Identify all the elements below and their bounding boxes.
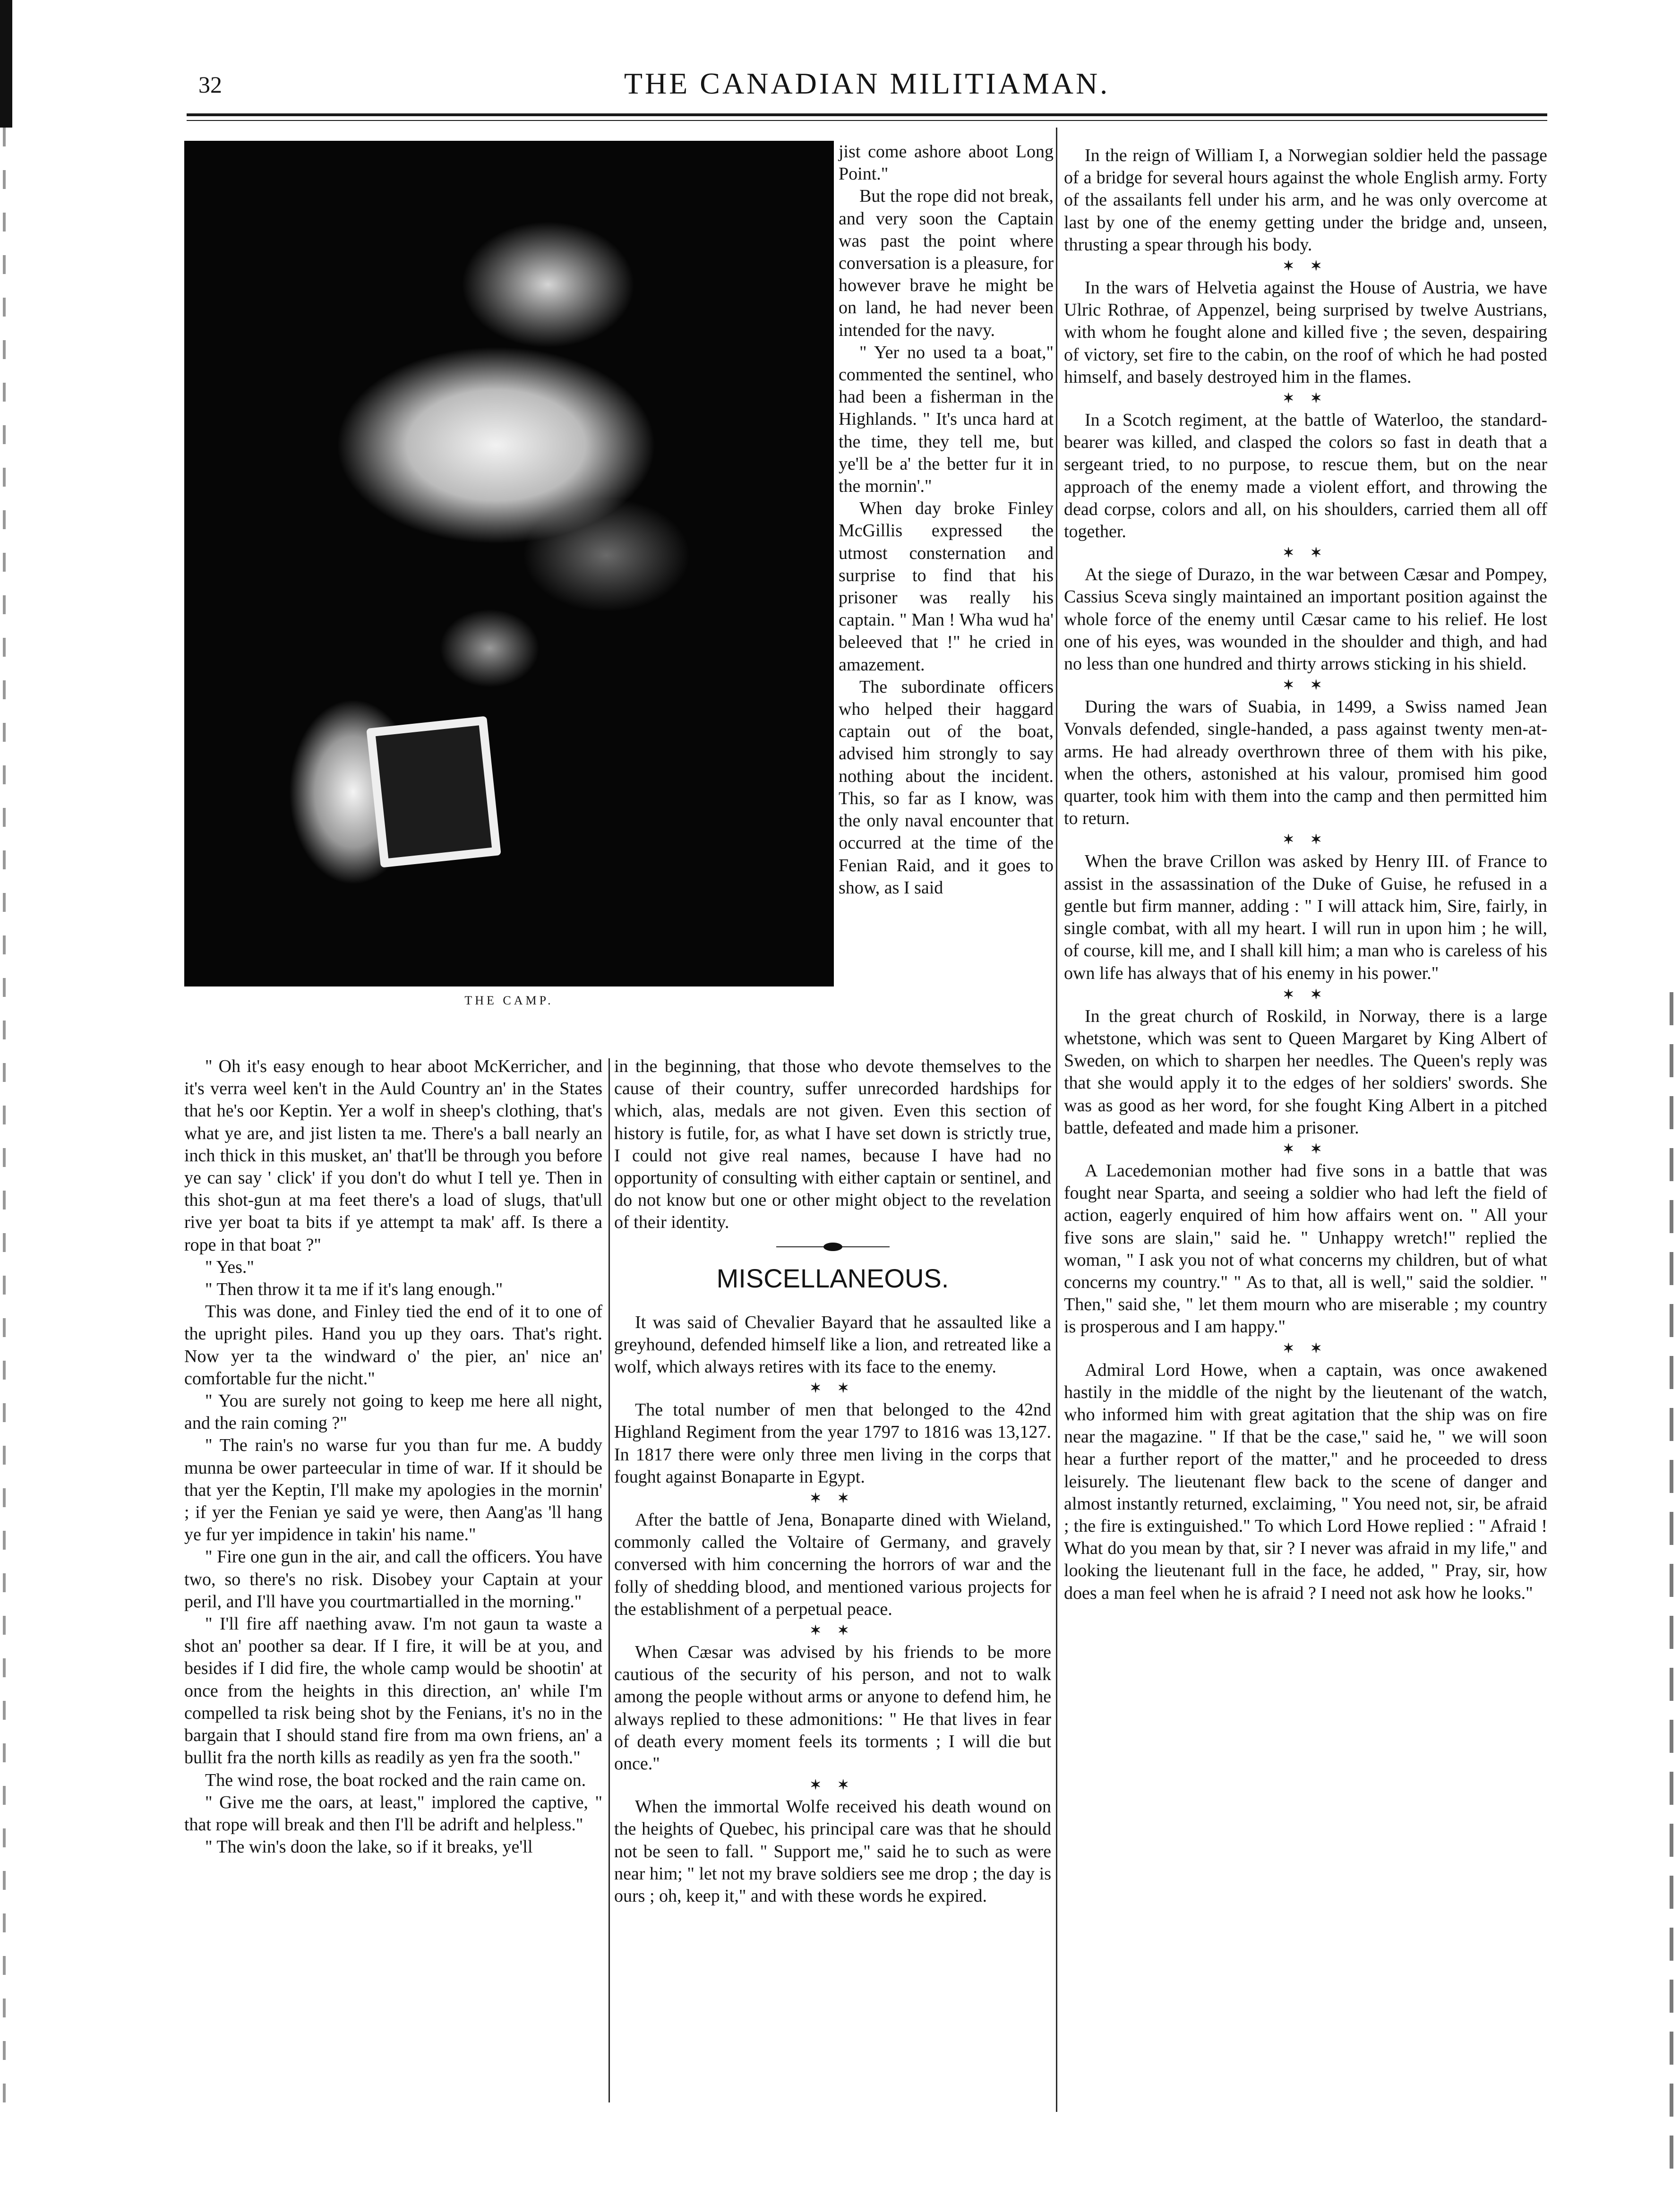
header-rule [187,120,1547,121]
story-paragraph: " Then throw it ta me if it's lang enough." [205,1279,503,1300]
misc-item: The total number of men that belonged to the 42nd Highland Regiment from the year 1797 to 1816 was 13,127. In 1817 there were only three men living in the corps that fought against Bonaparte in Egypt. [614,1400,1051,1487]
misc-item: When the immortal Wolfe received his death wound on the heights of Quebec, his principal care was that he should not be seen to fall. " Support me," said he to such as were near him; " let not my brave soldiers see me drop ; the day is ours ; oh, keep it," and with these words he expired. [614,1797,1051,1906]
scan-edge-artifact [0,0,12,128]
story-paragraph: The wind rose, the boat rocked and the rain came on. [205,1770,586,1790]
page-number: 32 [198,71,222,98]
camp-photograph [184,141,834,986]
misc-item: In a Scotch regiment, at the battle of Waterloo, the standard-bearer was killed, and clasped the colors so fast in death that a sergeant tried, to no purpose, to rescue them, but on the near approach of the enemy made a violent effort, and throwing the dead corpse, colors and all, on his shoulders, carried them all off together. [1064,410,1547,542]
misc-item: When the brave Crillon was asked by Henry III. of France to assist in the assassination of the Duke of Guise, he refused in a gentle but firm manner, adding : " I will attack him, Sire, fairly, in single combat, with all my heart. I will run in upon him ; he will, of course, kill me, and I shall kill him; a man who is careless of his own life has always that of his enemy in his power." [1064,851,1547,983]
story-paragraph: But the rope did not break, and very soon the Captain was past the point where conversation is a pleasure, for however brave he might be on land, he had never been intended for the navy. [839,186,1054,340]
story-paragraph: " Yer no used ta a boat," commented the sentinel, who had been a fisherman in the Highlands. " It's unca hard at the time, they tell me, but ye'll be a' the better fur it in the mornin'." [839,342,1054,497]
column-rule [1056,128,1057,2112]
item-separator: ✶ ✶ [1283,678,1329,693]
misc-item: When Cæsar was advised by his friends to be more cautious of the security of his person, and not to walk among the people without arms or anyone to defend him, he always replied to these admonitions: " He that lives in fear of death every moment feels its torments ; I will die but once." [614,1642,1051,1774]
item-separator: ✶ ✶ [1283,832,1329,848]
item-separator: ✶ ✶ [1283,391,1329,406]
scan-edge-artifact [1670,992,1673,2173]
section-divider [776,1240,890,1254]
story-paragraph: " Oh it's easy enough to hear aboot McKerricher, and it's verra weel ken't in the Auld Country an' in the States that he's oor Keptin. Yer a wolf in sheep's clothing, that's what ye are, and jist listen ta me. There's a ball nearly an inch thick in this musket, an' that'll be through you before ye can say ' click' if you don't do whut I tell ye. Then in this shot-gun at ma feet there's a load of slugs, that'ull rive yer boat ta bits if ye attempt ta mak' aff. Is there a rope in that boat ?" [184,1056,602,1255]
story-paragraph: " The rain's no warse fur you than fur me. A buddy munna be ower parteecular in time of war. If it should be that yer the Keptin, I'll make my apologies in the mornin' ; if yer the Fenian ye said ye were, then Aang'as 'll hang ye fur yer impidence in takin' his name." [184,1435,602,1545]
scan-edge-artifact [3,128,6,2112]
item-separator: ✶ ✶ [1283,1341,1329,1356]
item-separator: ✶ ✶ [1283,259,1329,274]
item-separator: ✶ ✶ [810,1491,856,1506]
story-column-right-of-photo [839,141,1054,899]
story-paragraph: This was done, and Finley tied the end of it to one of the upright piles. Hand you up they oars. That's right. Now yer ta the windward o' the pier, an' nice an' comfortable fur the nicht." [184,1302,602,1389]
story-paragraph: " The win's doon the lake, so if it breaks, ye'll [205,1837,533,1857]
item-separator: ✶ ✶ [810,1381,856,1396]
story-paragraph: " Give me the oars, at least," implored the captive, " that rope will break and then I'll be adrift and helpless." [184,1792,602,1835]
misc-item: At the siege of Durazo, in the war between Cæsar and Pompey, Cassius Sceva singly maintained an important position against the whole force of the enemy until Cæsar came to his relief. He lost one of his eyes, was wounded in the shoulder and thigh, and had no less than one hundred and thirty arrows sticking in his shield. [1064,565,1547,674]
misc-item: It was said of Chevalier Bayard that he assaulted like a greyhound, defended himself like a lion, and retreated like a wolf, which always retires with its face to the enemy. [614,1312,1051,1377]
item-separator: ✶ ✶ [1283,546,1329,561]
misc-item: A Lacedemonian mother had five sons in a battle that was fought near Sparta, and seeing a soldier who had left the field of action, eagerly enquired of him how affairs went on. " All your five sons are slain," said he. " Unhappy wretch!" replied the woman, " I ask you not of what concerns my children, but of what concerns my country." " As to that, all is well," said the soldier. " Then," said she, " let them mourn who are miserable ; my country is prosperous and I am happy." [1064,1160,1547,1337]
item-separator: ✶ ✶ [1283,987,1329,1002]
misc-item: After the battle of Jena, Bonaparte dined with Wieland, commonly called the Voltaire of Germany, and gravely conversed with him concerning the horrors of war and the folly of shedding blood, and mentioned various projects for the establishment of a perpetual peace. [614,1510,1051,1619]
misc-item: In the reign of William I, a Norwegian soldier held the passage of a bridge for several hours against the whole English army. Forty of the assailants fell under his arm, and he was only overcome at last by one of the enemy getting under the bridge and, unseen, thrusting a spear through his body. [1064,146,1547,255]
item-separator: ✶ ✶ [810,1778,856,1793]
misc-column-right [1064,145,1547,1604]
column-rule [609,1058,610,2102]
story-paragraph: " Yes." [205,1257,254,1277]
misc-item: During the wars of Suabia, in 1499, a Swiss named Jean Vonvals defended, single-handed, a pass against twenty men-at-arms. He had already overthrown three of them with his pike, when the others, astonished at his valour, promised him good quarter, took him with them into the camp and then permitted him to return. [1064,697,1547,829]
story-paragraph: " I'll fire aff naething avaw. I'm not gaun ta waste a shot an' poother sa dear. If I fire, it will be at you, and besides if I did fire, the whole camp would be shootin' at once from the heights in this direction, an' while I'm compelled ta risk being shot by the Fenians, it's no in the bargain that I should stand fire from ma own friens, an' a bullit fra the north kills as readily as yen fra the sooth." [184,1614,602,1768]
story-paragraph: " Fire one gun in the air, and call the officers. You have two, so there's no risk. Disobey your Captain at your peril, and I'll have you courtmartialled in the morning." [184,1547,602,1612]
section-heading: MISCELLANEOUS. [716,1263,949,1293]
story-paragraph: jist come ashore aboot Long Point." [839,142,1054,184]
story-and-misc-column-middle [614,1055,1051,1907]
item-separator: ✶ ✶ [810,1623,856,1638]
header-rule [187,113,1547,116]
story-paragraph: in the beginning, that those who devote themselves to the cause of their country, suffer unrecorded hardships for which, alas, medals are not given. Even this section of history is futile, for, as what I have set down is strictly true, I could not give real names, because I have had no opportunity of consulting with either captain or sentinel, and do not know but one or other might object to the revelation of their identity. [614,1056,1051,1233]
story-column-left [184,1055,602,1858]
misc-item: In the wars of Helvetia against the House of Austria, we have Ulric Rothrae, of Appenzel, being surprised by twelve Austrians, with whom he fought alone and killed five ; the seven, despairing of victory, set fire to the cabin, on the roof of which he had posted himself, and basely destroyed him in the flames. [1064,278,1547,387]
misc-item: Admiral Lord Howe, when a captain, was once awakened hastily in the middle of the night by the lieutenant of the watch, who informed him with great agitation that the ship was on fire near the magazine. " If that be the case," said he, " we will soon hear a further report of the matter," and he proceeded to dress leisurely. The lieutenant flew back to the scene of danger and almost instantly returned, exclaiming, " You need not, sir, be afraid ; the fire is extinguished." To which Lord Howe replied : " Afraid ! What do you mean by that, sir ? I never was afraid in my life," and looking the lieutenant full in the face, he added, " Pray, sir, how does a man feel when he is afraid ? I need not ask how he looks." [1064,1360,1547,1603]
running-title: THE CANADIAN MILITIAMAN. [624,67,1110,100]
photo-caption: THE CAMP. [464,994,554,1007]
story-paragraph: When day broke Finley McGillis expressed the utmost consternation and surprise to find that his prisoner was really his captain. " Man ! Wha wud ha' beleeved that !" he cried in amazement. [839,498,1054,675]
story-paragraph: The subordinate officers who helped their haggard captain out of the boat, advised him strongly to say nothing about the incident. This, so far as I know, was the only naval encounter that occurred at the time of the Fenian Raid, and it goes to show, as I said [839,677,1054,898]
misc-item: In the great church of Roskild, in Norway, there is a large whetstone, which was sent to Queen Margaret by King Albert of Sweden, on which to sharpen her needles. The Queen's reply was that she would apply it to the edges of her soldiers' swords. She was as good as her word, for she fought King Albert in a pitched battle, defeated and made him a prisoner. [1064,1006,1547,1138]
story-paragraph: " You are surely not going to keep me here all night, and the rain coming ?" [184,1391,602,1433]
item-separator: ✶ ✶ [1283,1141,1329,1157]
lantern-shape [366,716,501,867]
